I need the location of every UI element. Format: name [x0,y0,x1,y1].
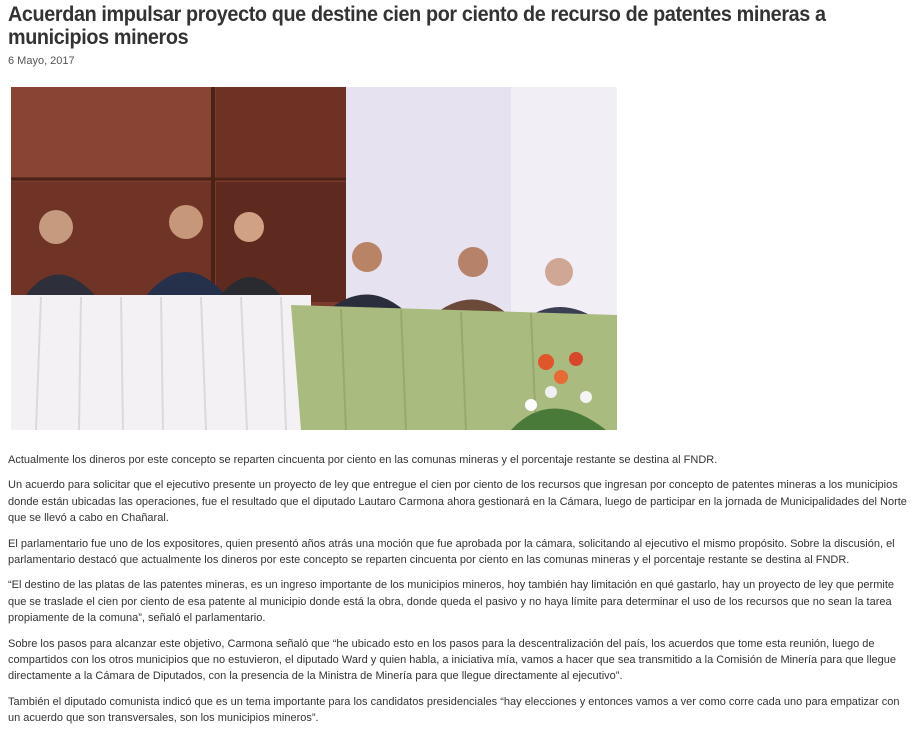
paragraph: El parlamentario fue uno de los expositores, quien presentó años atrás una moción que fue aprobada por la cámara, solicitando al ejecutivo el mismo propósito. Sobre la discusión, el parlamentario destacó que actualmente los dineros por este concepto se reparten cincuenta por ciento en las comunas mineras y el porcentaje restante se destina al FNDR. [8,537,895,567]
article-date: 6 Mayo, 2017 [8,55,75,67]
paragraph: Sobre los pasos para alcanzar este objetivo, Carmona señaló que “he ubicado esto en los pasos para la descentralización del país, los acuerdos que tome esta reunión, luego de compartidos con los otros municipios que no estuvieron, el diputado Ward y quien habla, a iniciativa mía, vamos a hacer que sea transmitido a la Comisión de Minería para que llegue directamente a la Cámara de Diputados, con la presencia de la Ministra de Minería para que llegue directamente al ejecutivo”. [8,637,897,683]
article-photo[interactable] [11,87,617,430]
paragraph: “El destino de las platas de las patentes mineras, es un ingreso importante de los municipios mineros, hoy también hay limitación en qué gastarlo, hay un proyecto de ley que permite que se traslade el cien por ciento de esa patente al municipio donde está la obra, donde queda el pasivo y no haya límite para determinar el uso de los recursos que no sean la tarea propiamente de la comuna”, señaló el parlamentario. [8,579,894,625]
photo-illustration [11,87,617,430]
article-body [8,452,908,736]
article [8,0,908,725]
paragraph: También el diputado comunista indicó que es un tema importante para los candidatos presidenciales “hay elecciones y entonces vamos a ver como corre cada uno para empatizar con un acuerdo que son transversales, son los municipios mineros”. [8,695,900,725]
paragraph: Actualmente los dineros por este concepto se reparten cincuenta por ciento en las comunas mineras y el porcentaje restante se destina al FNDR. [8,454,718,466]
article-title: Acuerdan impulsar proyecto que destine cien por ciento de recurso de patentes mineras a municipios mineros [8,2,826,49]
paragraph: Un acuerdo para solicitar que el ejecutivo presente un proyecto de ley que entregue el cien por ciento de los recursos que ingresan por concepto de patentes mineras a los municipios donde están ubicadas las operaciones, fue el resultado que el diputado Lautaro Carmona ahora gestionará en la Cámara, luego de participar en la jornada de Municipalidades del Norte que se llevó a cabo en Chañaral. [8,479,907,525]
